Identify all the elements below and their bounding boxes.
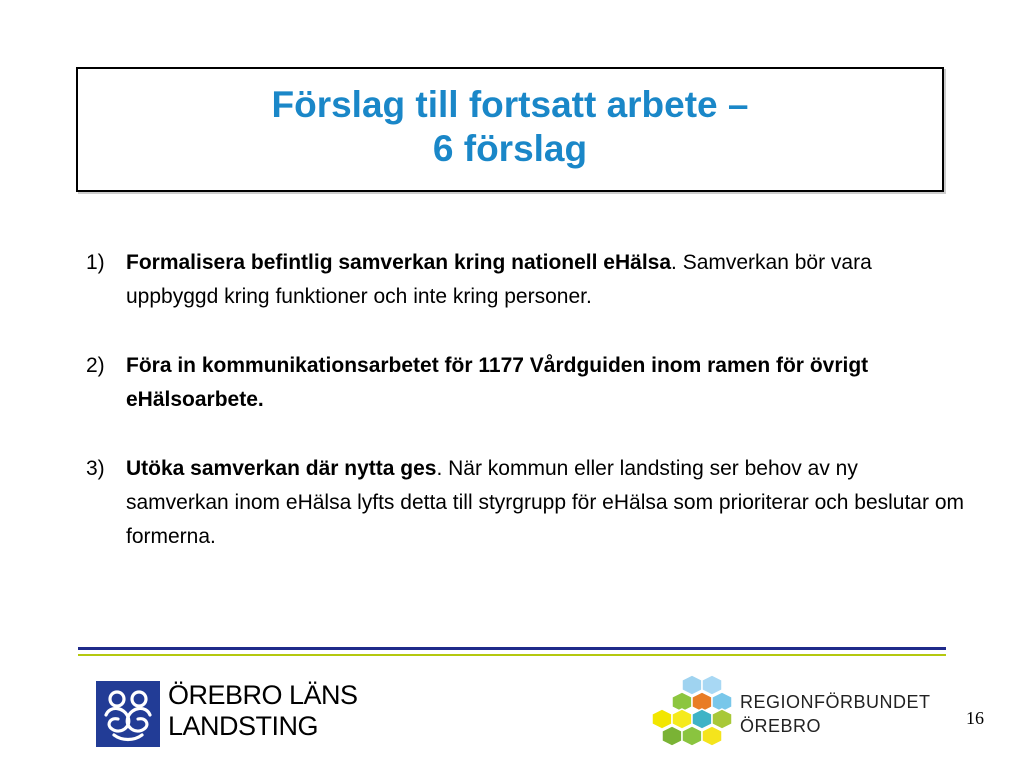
landsting-logo-line-2: LANDSTING [168,711,319,741]
list-item-heading: Föra in kommunikationsarbetet för 1177 Vårdguiden inom ramen för övrigt eHälsoarbete. [126,354,869,411]
list-item [86,246,966,314]
list-item-number: 3) [86,457,105,480]
hexagon-cluster-icon [648,675,736,751]
title-box [76,67,944,192]
people-embrace-icon [96,681,160,747]
list-item-text: . När kommun eller landsting ser behov av ny samverkan inom eHälsa lyfts detta till styrgrupp för eHälsa som prioriterar och beslutar om formerna. [126,457,964,548]
slide-title-line-2: 6 förslag [432,128,588,169]
footer-rule-green [78,654,946,656]
page-number: 16 [966,708,984,728]
regionforbundet-logo-text [740,690,931,738]
regionforbundet-logo-line-2: ÖREBRO [740,716,822,736]
list-item-text: . Samverkan bör vara uppbyggd kring funktioner och inte kring personer. [126,251,872,308]
landsting-logo-text [168,680,358,742]
proposal-list [86,246,966,554]
footer-rule-blue [78,647,946,650]
slide-title-line-1: Förslag till fortsatt arbete – [271,84,749,125]
landsting-logo-line-1: ÖREBRO LÄNS [168,680,358,710]
list-item-heading: Utöka samverkan där nytta ges [126,457,437,480]
list-item-number: 2) [86,354,105,377]
list-item [86,349,966,417]
list-item [86,452,966,554]
regionforbundet-logo-line-1: REGIONFÖRBUNDET [740,692,931,712]
list-item-heading: Formalisera befintlig samverkan kring nationell eHälsa [126,251,672,274]
list-item-number: 1) [86,251,105,274]
